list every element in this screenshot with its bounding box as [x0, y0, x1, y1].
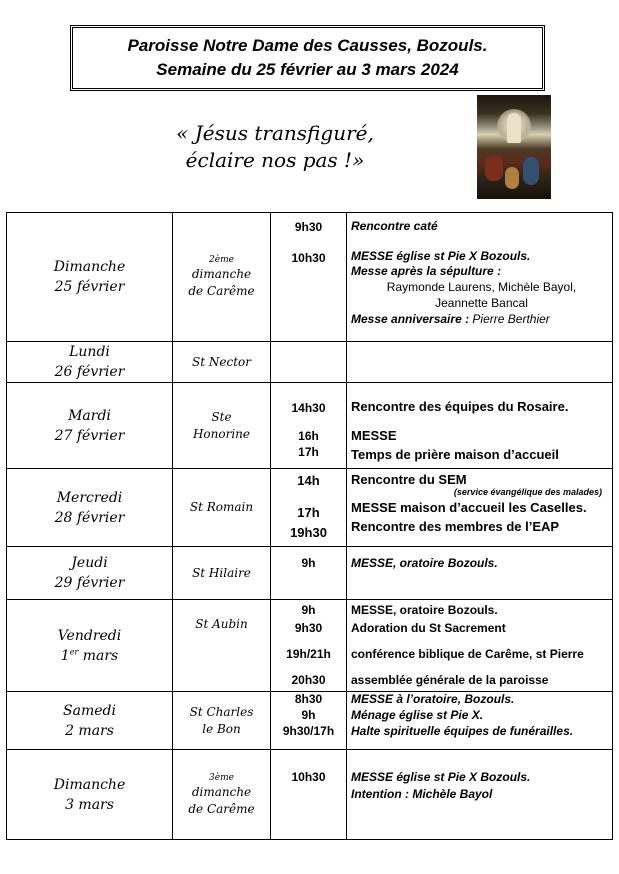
transfiguration-painting — [477, 95, 551, 199]
event: Rencontre du SEM — [351, 472, 467, 487]
events-cell — [347, 600, 613, 692]
event: Raymonde Laurens, Michèle Bayol, — [386, 280, 577, 294]
event: conférence biblique de Carême, st Pierre — [351, 647, 584, 661]
event: MESSE église st Pie X Bozouls. — [351, 249, 531, 263]
date-suffix: er — [69, 646, 79, 656]
saint-line: St Nector — [192, 354, 251, 369]
table-row — [7, 750, 613, 840]
time: 9h30/17h — [282, 724, 335, 738]
saint-line: dimanche — [191, 267, 252, 281]
day-cell — [7, 342, 173, 383]
day-date: 27 février — [54, 427, 125, 444]
saint-cell — [173, 692, 271, 750]
week-title: Semaine du 25 février au 3 mars 2024 — [156, 60, 459, 79]
parish-title: Paroisse Notre Dame des Causses, Bozouls. — [127, 36, 488, 55]
table-row — [7, 213, 613, 342]
saint-line: de Carême — [188, 801, 255, 816]
saint-cell — [173, 383, 271, 469]
saint-line: Honorine — [192, 426, 251, 441]
painting-figure-right — [523, 157, 539, 185]
events-cell — [347, 342, 613, 383]
day-name: Lundi — [69, 344, 110, 360]
time-cell — [271, 213, 347, 342]
saint-cell — [173, 342, 271, 383]
event: Temps de prière maison d’accueil — [351, 447, 559, 462]
event-label: Messe anniversaire : — [351, 312, 470, 326]
saint-cell — [173, 750, 271, 840]
time: 17h — [297, 505, 320, 520]
events-cell — [347, 692, 613, 750]
time-cell — [271, 600, 347, 692]
time: 9h — [301, 708, 316, 722]
day-name: Mercredi — [56, 489, 123, 506]
quote-line-2: éclaire nos pas !» — [185, 148, 365, 172]
date-month: mars — [78, 647, 119, 664]
events-cell — [347, 547, 613, 600]
day-date: 29 février — [54, 575, 125, 591]
day-name: Samedi — [63, 702, 116, 719]
date-number: 1 — [60, 647, 70, 664]
time-cell — [271, 342, 347, 383]
day-cell — [7, 383, 173, 469]
day-name: Vendredi — [57, 627, 122, 644]
time-cell — [271, 547, 347, 600]
header-box — [70, 25, 545, 91]
time: 19h30 — [290, 525, 327, 540]
day-date: 26 février — [54, 364, 125, 380]
day-name: Dimanche — [53, 259, 126, 275]
schedule-table — [6, 212, 613, 840]
day-name: Mardi — [68, 407, 111, 424]
day-cell — [7, 750, 173, 840]
table-row — [7, 383, 613, 469]
day-name: Jeudi — [71, 555, 108, 571]
painting-figure-center — [505, 167, 519, 189]
day-cell — [7, 547, 173, 600]
event: Halte spirituelle équipes de funérailles. — [351, 724, 574, 738]
event: MESSE — [351, 428, 397, 443]
painting-christ-figure — [507, 113, 521, 143]
time: 20h30 — [291, 673, 326, 687]
event: assemblée générale de la paroisse — [351, 673, 549, 687]
time: 10h30 — [291, 251, 326, 265]
events-cell — [347, 213, 613, 342]
time: 10h30 — [291, 770, 326, 784]
event: MESSE à l’oratoire, Bozouls. — [351, 692, 515, 706]
saint-cell — [173, 469, 271, 547]
saint-cell — [173, 600, 271, 692]
events-cell — [347, 469, 613, 547]
quote — [145, 120, 405, 174]
table-row — [7, 469, 613, 547]
day-cell — [7, 213, 173, 342]
time: 8h30 — [294, 692, 323, 706]
event-name: Pierre Berthier — [472, 312, 550, 326]
table-row — [7, 342, 613, 383]
day-date: 25 février — [54, 279, 125, 295]
day-cell — [7, 692, 173, 750]
time: 17h — [298, 445, 319, 459]
event: Rencontre caté — [351, 219, 438, 233]
event-anniversary — [351, 312, 612, 326]
events-cell — [347, 383, 613, 469]
event: Messe après la sépulture : — [351, 264, 502, 278]
table-row — [7, 692, 613, 750]
saint-line: le Bon — [202, 721, 241, 736]
saint-line: dimanche — [191, 784, 252, 799]
quote-line-1: « Jésus transfiguré, — [176, 121, 374, 145]
saint-line: Ste — [211, 409, 232, 424]
day-cell — [7, 469, 173, 547]
day-date: 3 mars — [65, 796, 114, 813]
time-cell — [271, 692, 347, 750]
saint-cell — [173, 213, 271, 342]
sunday-ordinal: 2ème — [209, 255, 234, 265]
event: Intention : Michèle Bayol — [351, 787, 493, 801]
time: 9h30 — [294, 621, 323, 635]
event: Rencontre des équipes du Rosaire. — [351, 399, 569, 414]
saint-line: St Charles — [189, 704, 254, 719]
day-date: 28 février — [54, 509, 125, 526]
day-cell — [7, 600, 173, 692]
saint-line: St Hilaire — [192, 565, 251, 580]
time: 19h/21h — [286, 647, 331, 661]
event: MESSE maison d’accueil les Caselles. — [351, 500, 587, 515]
time: 16h — [298, 429, 319, 443]
day-date — [7, 646, 172, 666]
event: MESSE église st Pie X Bozouls. — [351, 770, 531, 784]
time-cell — [271, 750, 347, 840]
time: 9h30 — [294, 220, 323, 234]
time: 14h — [297, 473, 320, 488]
time: 9h — [301, 603, 316, 617]
time-cell — [271, 383, 347, 469]
saint-line: de Carême — [188, 284, 255, 298]
day-date: 2 mars — [65, 722, 114, 739]
event: Adoration du St Sacrement — [351, 621, 506, 635]
time: 9h — [301, 556, 316, 570]
day-name: Dimanche — [53, 776, 126, 793]
saint-line: St Aubin — [195, 617, 248, 631]
event: MESSE, oratoire Bozouls. — [351, 556, 498, 570]
event: Ménage église st Pie X. — [351, 708, 484, 722]
saint-cell — [173, 547, 271, 600]
event: Jeannette Bancal — [435, 296, 528, 310]
event: MESSE, oratoire Bozouls. — [351, 603, 498, 617]
table-row — [7, 600, 613, 692]
painting-figure-left — [485, 155, 503, 181]
events-cell — [347, 750, 613, 840]
table-row — [7, 547, 613, 600]
sunday-ordinal: 3ème — [209, 772, 234, 783]
time-cell — [271, 469, 347, 547]
event: Rencontre des membres de l’EAP — [351, 519, 560, 534]
event-note: (service évangélique des malades) — [453, 487, 602, 497]
time: 14h30 — [291, 401, 326, 415]
saint-line: St Romain — [189, 500, 254, 514]
